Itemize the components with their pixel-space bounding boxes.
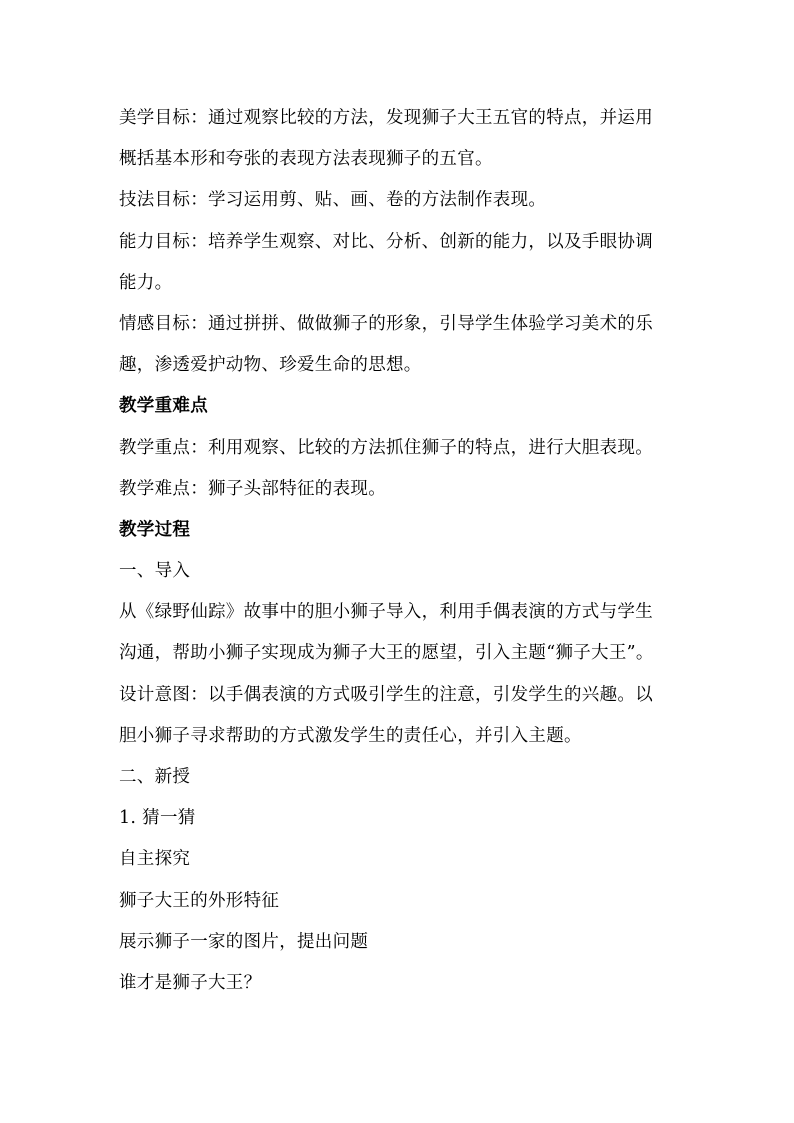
lion-king-features-line: 狮子大王的外形特征: [119, 890, 280, 911]
emotion-goal-line-2: 趣，渗透爱护动物、珍爱生命的思想。: [119, 355, 422, 376]
self-exploration-line: 自主探究: [119, 849, 191, 870]
introduction-paragraph-line-2: 沟通，帮助小狮子实现成为狮子大王的愿望，引入主题“狮子大王”。: [119, 643, 654, 664]
document-body: [119, 98, 689, 1004]
design-intent-line-1: 设计意图：以手偶表演的方式吸引学生的注意，引发学生的兴趣。以: [119, 684, 653, 705]
design-intent-line-2: 胆小狮子寻求帮助的方式激发学生的责任心，并引入主题。: [119, 725, 582, 746]
key-difficulty-heading: 教学重难点: [119, 396, 208, 417]
aesthetic-goal-line-2: 概括基本形和夸张的表现方法表现狮子的五官。: [119, 149, 493, 170]
aesthetic-goal-line-1: 美学目标：通过观察比较的方法，发现狮子大王五官的特点，并运用: [119, 108, 653, 128]
section-introduction-heading: 一、导入: [119, 561, 191, 582]
emotion-goal-line-1: 情感目标：通过拼拼、做做狮子的形象，引导学生体验学习美术的乐: [119, 313, 653, 334]
question-line: 谁才是狮子大王？: [119, 972, 262, 993]
teaching-focus-line: 教学重点：利用观察、比较的方法抓住狮子的特点，进行大胆表现。: [119, 437, 653, 458]
introduction-paragraph-line-1: 从《绿野仙踪》故事中的胆小狮子导入，利用手偶表演的方式与学生: [119, 602, 653, 623]
section-new-lesson-heading: 二、新授: [119, 767, 191, 787]
ability-goal-line-2: 能力。: [119, 272, 173, 293]
ability-goal-line-1: 能力目标：培养学生观察、对比、分析、创新的能力，以及手眼协调: [119, 231, 653, 252]
step-guess-heading: 1. 猜一猜: [119, 808, 196, 829]
teaching-difficulty-line: 教学难点：狮子头部特征的表现。: [119, 478, 386, 499]
teaching-process-heading: 教学过程: [119, 519, 191, 540]
technique-goal-line: 技法目标：学习运用剪、贴、画、卷的方法制作表现。: [119, 190, 547, 211]
show-pictures-line: 展示狮子一家的图片，提出问题: [119, 931, 369, 952]
